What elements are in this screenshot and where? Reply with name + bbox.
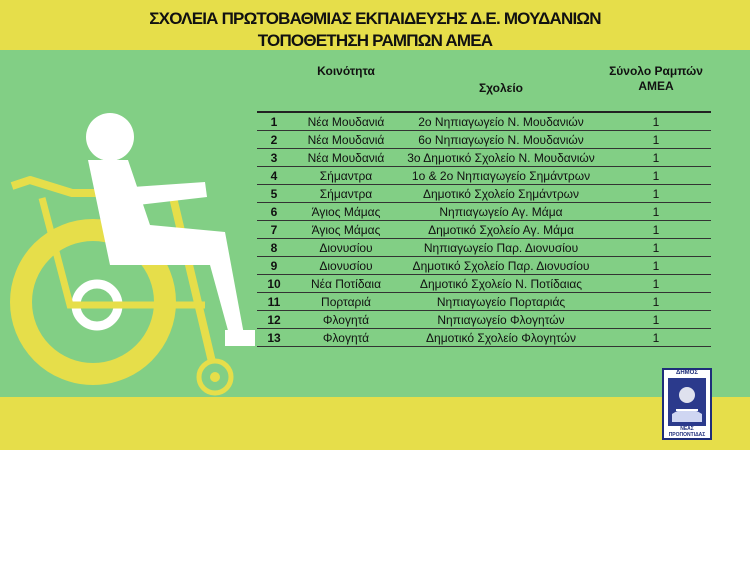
total-cell: 1 <box>601 329 711 347</box>
table-row <box>257 221 711 239</box>
total-cell: 1 <box>601 221 711 239</box>
ramps-table <box>257 64 711 347</box>
school-cell: 3ο Δημοτικό Σχολείο Ν. Μουδανιών <box>401 149 601 167</box>
total-cell: 1 <box>601 311 711 329</box>
num-cell: 7 <box>257 221 291 239</box>
table-row <box>257 203 711 221</box>
school-cell: Δημοτικό Σχολείο Φλογητών <box>401 329 601 347</box>
total-cell: 1 <box>601 131 711 149</box>
community-cell: Άγιος Μάμας <box>291 221 401 239</box>
school-cell: 1ο & 2ο Νηπιαγωγείο Σημάντρων <box>401 167 601 185</box>
total-cell: 1 <box>601 239 711 257</box>
community-cell: Πορταριά <box>291 293 401 311</box>
num-cell: 13 <box>257 329 291 347</box>
page-title: ΣΧΟΛΕΙΑ ΠΡΩΤΟΒΑΘΜΙΑΣ ΕΚΠΑΙΔΕΥΣΗΣ Δ.Ε. ΜΟΥΔΑΝΙΩΝ <box>149 9 601 28</box>
community-cell: Φλογητά <box>291 311 401 329</box>
community-cell: Διονυσίου <box>291 257 401 275</box>
community-cell: Άγιος Μάμας <box>291 203 401 221</box>
school-cell: Νηπιαγωγείο Πορταριάς <box>401 293 601 311</box>
table-row <box>257 257 711 275</box>
table-row <box>257 329 711 347</box>
school-cell: Δημοτικό Σχολείο Παρ. Διονυσίου <box>401 257 601 275</box>
logo-top-text: ΔΗΜΟΣ <box>676 370 698 376</box>
num-cell: 10 <box>257 275 291 293</box>
school-column-header: Σχολείο <box>401 64 601 112</box>
table-row <box>257 311 711 329</box>
community-cell: Σήμαντρα <box>291 167 401 185</box>
school-cell: 6ο Νηπιαγωγείο Ν. Μουδανιών <box>401 131 601 149</box>
logo-bottom-text: ΝΕΑΣ ΠΡΟΠΟΝΤΙΔΑΣ <box>668 426 706 438</box>
table-row <box>257 112 711 131</box>
table-header-row <box>257 64 711 112</box>
community-cell: Φλογητά <box>291 329 401 347</box>
school-cell: Δημοτικό Σχολείο Αγ. Μάμα <box>401 221 601 239</box>
num-cell: 3 <box>257 149 291 167</box>
community-cell: Νέα Μουδανιά <box>291 112 401 131</box>
total-cell: 1 <box>601 112 711 131</box>
school-cell: 2ο Νηπιαγωγείο Ν. Μουδανιών <box>401 112 601 131</box>
num-cell: 6 <box>257 203 291 221</box>
community-column-header: Κοινότητα <box>291 64 401 112</box>
total-column-header: Σύνολο Ραμπών ΑΜΕΑ <box>601 64 711 112</box>
community-cell: Σήμαντρα <box>291 185 401 203</box>
total-cell: 1 <box>601 275 711 293</box>
num-cell: 5 <box>257 185 291 203</box>
num-cell: 1 <box>257 112 291 131</box>
community-cell: Διονυσίου <box>291 239 401 257</box>
num-cell: 12 <box>257 311 291 329</box>
school-cell: Δημοτικό Σχολείο Σημάντρων <box>401 185 601 203</box>
num-cell: 2 <box>257 131 291 149</box>
community-cell: Νέα Ποτίδαια <box>291 275 401 293</box>
table-row <box>257 275 711 293</box>
school-cell: Νηπιαγωγείο Παρ. Διονυσίου <box>401 239 601 257</box>
num-cell: 11 <box>257 293 291 311</box>
table-row <box>257 293 711 311</box>
total-cell: 1 <box>601 167 711 185</box>
table-row <box>257 239 711 257</box>
table-row <box>257 167 711 185</box>
school-cell: Νηπιαγωγείο Αγ. Μάμα <box>401 203 601 221</box>
school-cell: Νηπιαγωγείο Φλογητών <box>401 311 601 329</box>
num-column-header <box>257 64 291 112</box>
municipality-logo <box>662 368 712 440</box>
num-cell: 9 <box>257 257 291 275</box>
table-row <box>257 185 711 203</box>
num-cell: 4 <box>257 167 291 185</box>
num-cell: 8 <box>257 239 291 257</box>
page-subtitle: ΤΟΠΟΘΕΤΗΣΗ ΡΑΜΠΩΝ ΑΜΕΑ <box>257 31 493 50</box>
total-cell: 1 <box>601 185 711 203</box>
total-cell: 1 <box>601 293 711 311</box>
school-cell: Δημοτικό Σχολείο Ν. Ποτίδαιας <box>401 275 601 293</box>
community-cell: Νέα Μουδανιά <box>291 149 401 167</box>
community-cell: Νέα Μουδανιά <box>291 131 401 149</box>
total-cell: 1 <box>601 203 711 221</box>
total-cell: 1 <box>601 257 711 275</box>
table-row <box>257 131 711 149</box>
table-row <box>257 149 711 167</box>
total-cell: 1 <box>601 149 711 167</box>
